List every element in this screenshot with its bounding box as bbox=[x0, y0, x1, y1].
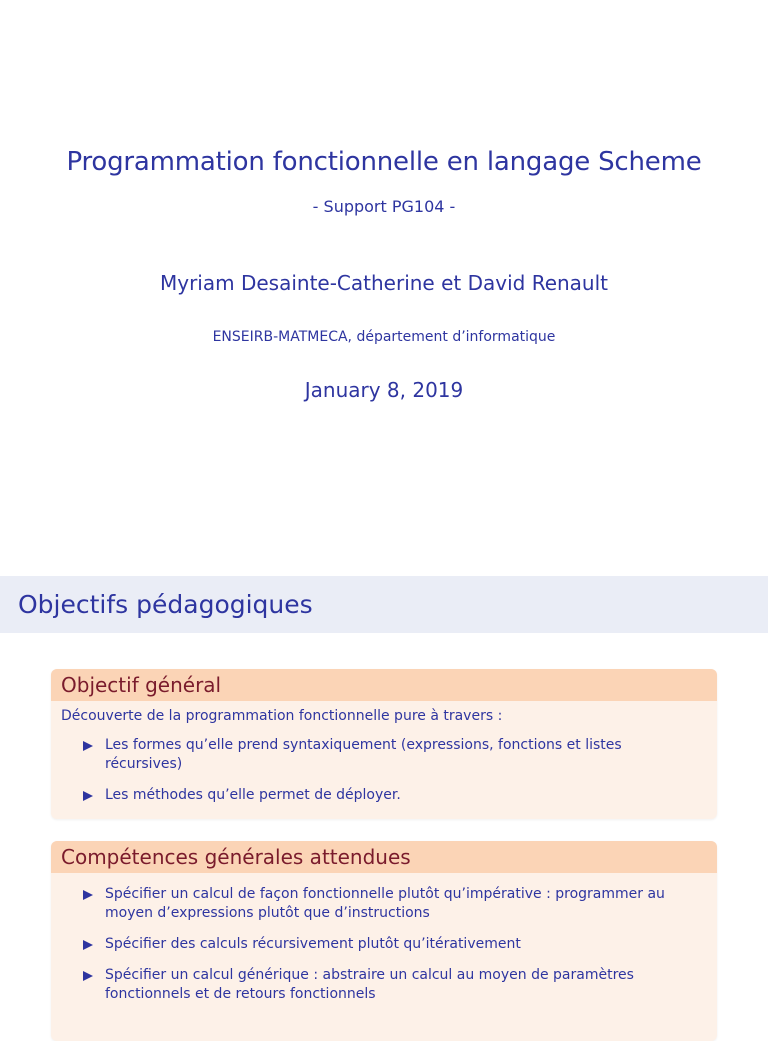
triangle-bullet-icon bbox=[83, 741, 93, 751]
list-item bbox=[61, 736, 703, 774]
presentation-title: Programmation fonctionnelle en langage Scheme bbox=[66, 147, 702, 177]
block-body bbox=[51, 701, 717, 819]
frame-title: Objectifs pédagogiques bbox=[18, 590, 313, 619]
list-item-text: Spécifier des calculs récursivement plutôt qu’itérativement bbox=[105, 936, 521, 952]
frame-header bbox=[0, 576, 768, 633]
block-expected-skills bbox=[51, 841, 717, 1041]
triangle-bullet-icon bbox=[83, 971, 93, 981]
objectives-slide bbox=[0, 576, 768, 1024]
authors: Myriam Desainte-Catherine et David Renault bbox=[159, 271, 609, 295]
block-body bbox=[51, 873, 717, 1024]
bullet-list bbox=[61, 736, 703, 805]
list-item-text: Spécifier un calcul de façon fonctionnelle plutôt qu’impérative : programmer au moyen d’expressions plutôt que d’instructions bbox=[105, 886, 665, 921]
block-intro: Découverte de la programmation fonctionnelle pure à travers : bbox=[61, 708, 503, 724]
block-general-objective bbox=[51, 669, 717, 819]
list-item bbox=[61, 935, 703, 954]
list-item bbox=[61, 786, 703, 805]
list-item bbox=[61, 885, 703, 923]
block-title: Objectif général bbox=[51, 669, 717, 701]
institution: ENSEIRB-MATMECA, département d’informatique bbox=[212, 329, 556, 345]
presentation-subtitle: - Support PG104 - bbox=[312, 197, 456, 216]
bullet-list bbox=[61, 885, 703, 1004]
triangle-bullet-icon bbox=[83, 890, 93, 900]
triangle-bullet-icon bbox=[83, 940, 93, 950]
presentation-date: January 8, 2019 bbox=[304, 378, 464, 402]
block-title: Compétences générales attendues bbox=[51, 841, 717, 873]
list-item-text: Les formes qu’elle prend syntaxiquement (expressions, fonctions et listes récursives) bbox=[105, 737, 622, 772]
list-item-text: Les méthodes qu’elle permet de déployer. bbox=[105, 787, 401, 803]
list-item bbox=[61, 966, 703, 1004]
triangle-bullet-icon bbox=[83, 791, 93, 801]
list-item-text: Spécifier un calcul générique : abstraire un calcul au moyen de paramètres fonctionnels et de retours fonctionnels bbox=[105, 967, 634, 1002]
